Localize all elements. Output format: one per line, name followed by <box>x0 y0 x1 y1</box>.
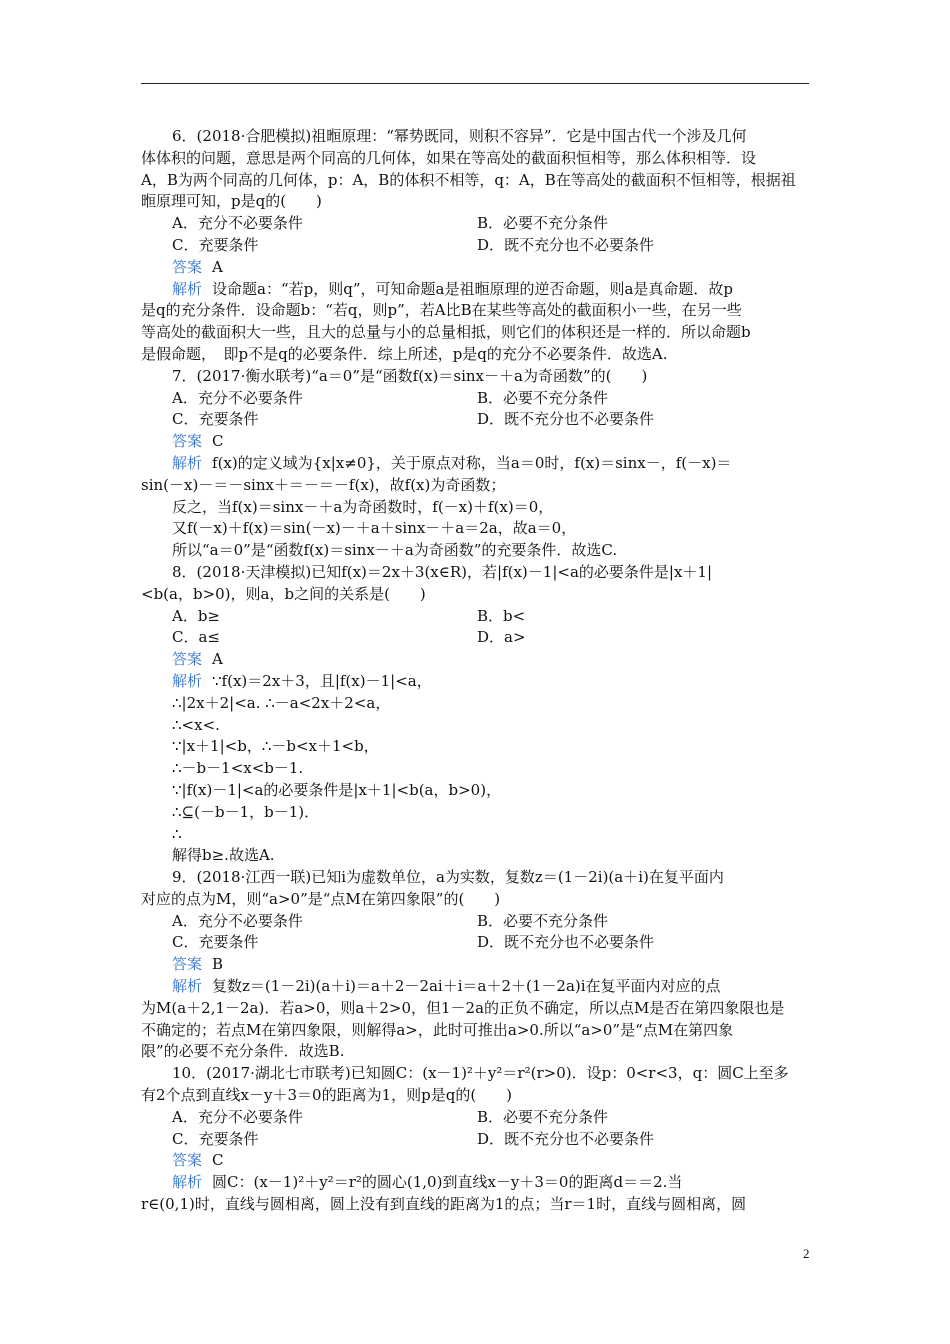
analysis-text-line: ∴ <box>172 824 182 843</box>
analysis-label: 解析 <box>172 977 203 996</box>
options-row <box>141 932 811 954</box>
option-c: C．充要条件 <box>172 933 259 952</box>
question-text-line: 暅原理可知，p是q的( ) <box>141 192 322 211</box>
answer-value: A <box>212 650 223 669</box>
analysis-text-line: ∴|2x＋2|<a. ∴－a<2x＋2<a， <box>172 693 391 712</box>
analysis-text-line: 限”的必要不充分条件．故选B. <box>141 1042 345 1061</box>
analysis-text-line: 为M(a＋2,1－2a)．若a>0，则a＋2>0，但1－2a的正负不确定，所以点M是否在第四象限也是 <box>141 998 785 1017</box>
analysis-text-line: ∴⊆(－b－1，b－1)． <box>172 802 320 821</box>
option-b: B．必要不充分条件 <box>477 214 609 233</box>
options-row <box>141 1129 811 1151</box>
question-text-line: 有2个点到直线x－y＋3＝0的距离为1，则p是q的( ) <box>141 1086 513 1105</box>
analysis-text-line: ∴－b－1<x<b－1. <box>172 759 304 778</box>
option-c: C．充要条件 <box>172 410 259 429</box>
option-c: C．充要条件 <box>172 235 259 254</box>
question-text-line: 7．(2017·衡水联考)“a＝0”是“函数f(x)＝sinx－＋a为奇函数”的( ) <box>172 366 648 385</box>
analysis-text-line: 不确定的；若点M在第四象限，则解得a>，此时可推出a>0.所以“a>0”是“点M在第四象 <box>141 1020 734 1039</box>
analysis-text: f(x)的定义域为{x|x≠0}，关于原点对称，当a＝0时，f(x)＝sinx－，f(－x)＝ <box>212 453 732 472</box>
answer-line <box>141 954 811 976</box>
question-8 <box>141 562 811 867</box>
analysis-text-line: ∵|x＋1|<b，∴－b<x＋1<b， <box>172 737 379 756</box>
analysis-line <box>141 1172 811 1194</box>
analysis-line <box>141 279 811 301</box>
answer-label: 答案 <box>172 955 203 974</box>
question-text-line: A，B为两个同高的几何体，p：A，B的体积不相等，q：A，B在等高处的截面积不恒相等，根据祖 <box>141 170 796 189</box>
question-text-line: 6．(2018·合肥模拟)祖暅原理：“幂势既同，则积不容异”．它是中国古代一个涉及几何 <box>172 127 747 145</box>
answer-line <box>141 257 811 279</box>
answer-label: 答案 <box>172 257 203 276</box>
option-b: B．必要不充分条件 <box>477 388 609 407</box>
question-text-line: 9．(2018·江西一联)已知i为虚数单位，a为实数，复数z＝(1－2i)(a＋i)在复平面内 <box>172 868 724 887</box>
answer-label: 答案 <box>172 432 203 451</box>
header-rule <box>141 83 809 84</box>
answer-value: C <box>212 432 224 451</box>
option-d: D．a> <box>477 628 526 647</box>
analysis-text-line: sin(－x)－＝－sinx＋＝－＝－f(x)，故f(x)为奇函数； <box>141 475 506 494</box>
answer-label: 答案 <box>172 650 203 669</box>
option-b: B．必要不充分条件 <box>477 1107 609 1126</box>
question-7 <box>141 366 811 562</box>
options-row <box>141 235 811 257</box>
analysis-text: 圆C：(x－1)²＋y²＝r²的圆心(1,0)到直线x－y＋3＝0的距离d＝＝2.当 <box>212 1173 683 1192</box>
analysis-label: 解析 <box>172 453 203 472</box>
question-9 <box>141 867 811 1063</box>
analysis-text-line: ∵|f(x)－1|<a的必要条件是|x＋1|<b(a，b>0)， <box>172 780 502 799</box>
analysis-line <box>141 976 811 998</box>
options-row <box>141 911 811 933</box>
options-row <box>141 409 811 431</box>
analysis-text: 设命题a：“若p，则q”，可知命题a是祖暅原理的逆否命题，则a是真命题．故p <box>212 279 733 298</box>
answer-line <box>141 1150 811 1172</box>
option-a: A．充分不必要条件 <box>172 214 303 233</box>
analysis-label: 解析 <box>172 1173 203 1192</box>
analysis-text-line: r∈(0,1)时，直线与圆相离，圆上没有到直线的距离为1的点；当r＝1时，直线与圆相离，圆 <box>141 1195 747 1214</box>
analysis-text-line: 等高处的截面积大一些，且大的总量与小的总量相抵，则它们的体积还是一样的．所以命题b <box>141 323 751 342</box>
question-text-line: 8．(2018·天津模拟)已知f(x)＝2x＋3(x∈R)，若|f(x)－1|<a的必要条件是|x＋1| <box>172 562 713 581</box>
analysis-text: ∵f(x)＝2x＋3，且|f(x)－1|<a， <box>212 671 432 690</box>
answer-line <box>141 649 811 671</box>
option-a: A．充分不必要条件 <box>172 1107 303 1126</box>
answer-line <box>141 431 811 453</box>
analysis-text-line: 反之，当f(x)＝sinx－＋a为奇函数时，f(－x)＋f(x)＝0， <box>172 497 554 516</box>
option-c: C．充要条件 <box>172 1129 259 1148</box>
option-d: D．既不充分也不必要条件 <box>477 933 655 952</box>
options-row <box>141 213 811 235</box>
options-row <box>141 627 811 649</box>
page-number: 2 <box>803 1246 810 1261</box>
analysis-text: 复数z＝(1－2i)(a＋i)＝a＋2－2ai＋i＝a＋2＋(1－2a)i在复平面内对应的点 <box>212 977 721 996</box>
question-text-line: 体体积的问题，意思是两个同高的几何体，如果在等高处的截面积恒相等，那么体积相等．设 <box>141 148 757 167</box>
analysis-text-line: ∴<x<. <box>172 715 220 734</box>
analysis-text-line: 所以“a＝0”是“函数f(x)＝sinx－＋a为奇函数”的充要条件．故选C. <box>172 541 618 560</box>
analysis-text-line: 解得b≥.故选A. <box>172 846 275 865</box>
analysis-text-line: 又f(－x)＋f(x)＝sin(－x)－＋a＋sinx－＋a＝2a，故a＝0， <box>172 519 577 538</box>
option-b: B．b< <box>477 606 526 625</box>
analysis-text-line: 是假命题， 即p不是q的必要条件．综上所述，p是q的充分不必要条件．故选A. <box>141 344 668 363</box>
document-body <box>141 126 811 1216</box>
option-d: D．既不充分也不必要条件 <box>477 1129 655 1148</box>
option-a: A．充分不必要条件 <box>172 388 303 407</box>
question-text-line: <b(a，b>0)，则a，b之间的关系是( ) <box>141 584 426 603</box>
options-row <box>141 606 811 628</box>
answer-value: B <box>212 955 224 974</box>
question-text-line: 对应的点为M，则“a>0”是“点M在第四象限”的( ) <box>141 889 501 908</box>
analysis-line <box>141 671 811 693</box>
analysis-label: 解析 <box>172 671 203 690</box>
analysis-text-line: 是q的充分条件．设命题b：“若q，则p”，若A比B在某些等高处的截面积小一些，在另一些 <box>141 301 742 320</box>
option-b: B．必要不充分条件 <box>477 911 609 930</box>
answer-value: C <box>212 1151 224 1170</box>
answer-label: 答案 <box>172 1151 203 1170</box>
option-d: D．既不充分也不必要条件 <box>477 410 655 429</box>
option-a: A．充分不必要条件 <box>172 911 303 930</box>
answer-value: A <box>212 257 223 276</box>
options-row <box>141 1107 811 1129</box>
option-a: A．b≥ <box>172 606 221 625</box>
options-row <box>141 388 811 410</box>
analysis-line <box>141 453 811 475</box>
analysis-label: 解析 <box>172 279 203 298</box>
option-c: C．a≤ <box>172 628 220 647</box>
question-6 <box>141 126 811 366</box>
question-10 <box>141 1063 811 1216</box>
option-d: D．既不充分也不必要条件 <box>477 235 655 254</box>
question-text-line: 10．(2017·湖北七市联考)已知圆C：(x－1)²＋y²＝r²(r>0)．设p：0<r<3，q：圆C上至多 <box>172 1064 789 1083</box>
